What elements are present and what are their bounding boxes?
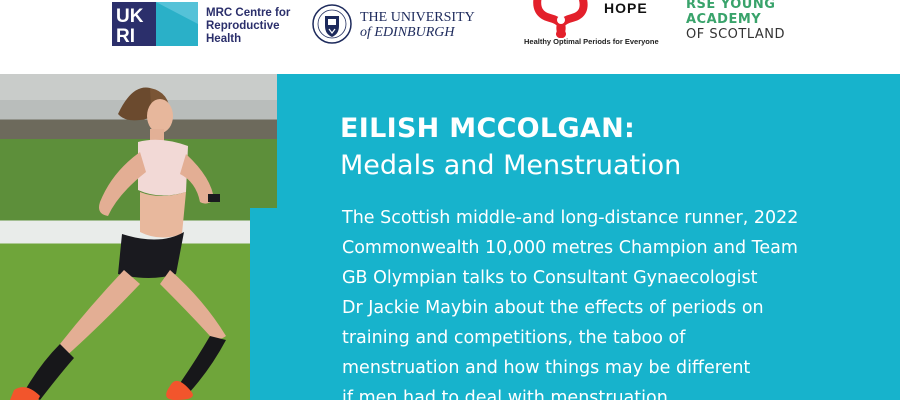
svg-text:UK: UK <box>116 6 144 27</box>
description-line: Dr Jackie Maybin about the effects of periods on <box>342 298 764 318</box>
runner-photo <box>0 74 277 400</box>
description-line: Commonwealth 10,000 metres Champion and Team <box>342 238 798 258</box>
rse-young-academy-logo <box>686 0 785 42</box>
rse-line: RSE YOUNG <box>686 0 776 12</box>
edinburgh-name <box>360 10 475 40</box>
svg-text:RI: RI <box>116 26 135 46</box>
mrc-line: Reproductive <box>206 20 280 32</box>
info-panel-step <box>250 208 278 400</box>
hope-tagline: Healthy Optimal Periods for Everyone <box>524 37 659 46</box>
mrc-centre-name <box>206 7 290 46</box>
description-line: training and competitions, the taboo of <box>342 328 686 348</box>
edinburgh-line: of EDINBURGH <box>360 25 455 40</box>
description-line: GB Olympian talks to Consultant Gynaecologist <box>342 268 758 288</box>
partner-logos-bar <box>0 0 900 74</box>
event-description <box>342 203 882 413</box>
rse-line: ACADEMY <box>686 12 762 27</box>
hope-logo-mark-icon <box>530 0 594 38</box>
edinburgh-line: THE UNIVERSITY <box>360 10 475 25</box>
description-line: if men had to deal with menstruation <box>342 388 668 408</box>
rse-line: OF SCOTLAND <box>686 27 786 42</box>
edinburgh-crest-icon <box>312 4 352 44</box>
mrc-line: Health <box>206 33 242 45</box>
runner-figure-icon <box>0 74 277 400</box>
mrc-line: MRC Centre for <box>206 7 291 19</box>
description-line: The Scottish middle-and long-distance runner, 2022 <box>342 208 799 228</box>
ukri-logo <box>112 2 198 46</box>
description-line: menstruation and how things may be different <box>342 358 751 378</box>
page-subtitle: Medals and Menstruation <box>340 150 682 181</box>
page-title: EILISH MCCOLGAN: <box>340 113 636 144</box>
hope-wordmark: HOPE <box>604 0 648 16</box>
